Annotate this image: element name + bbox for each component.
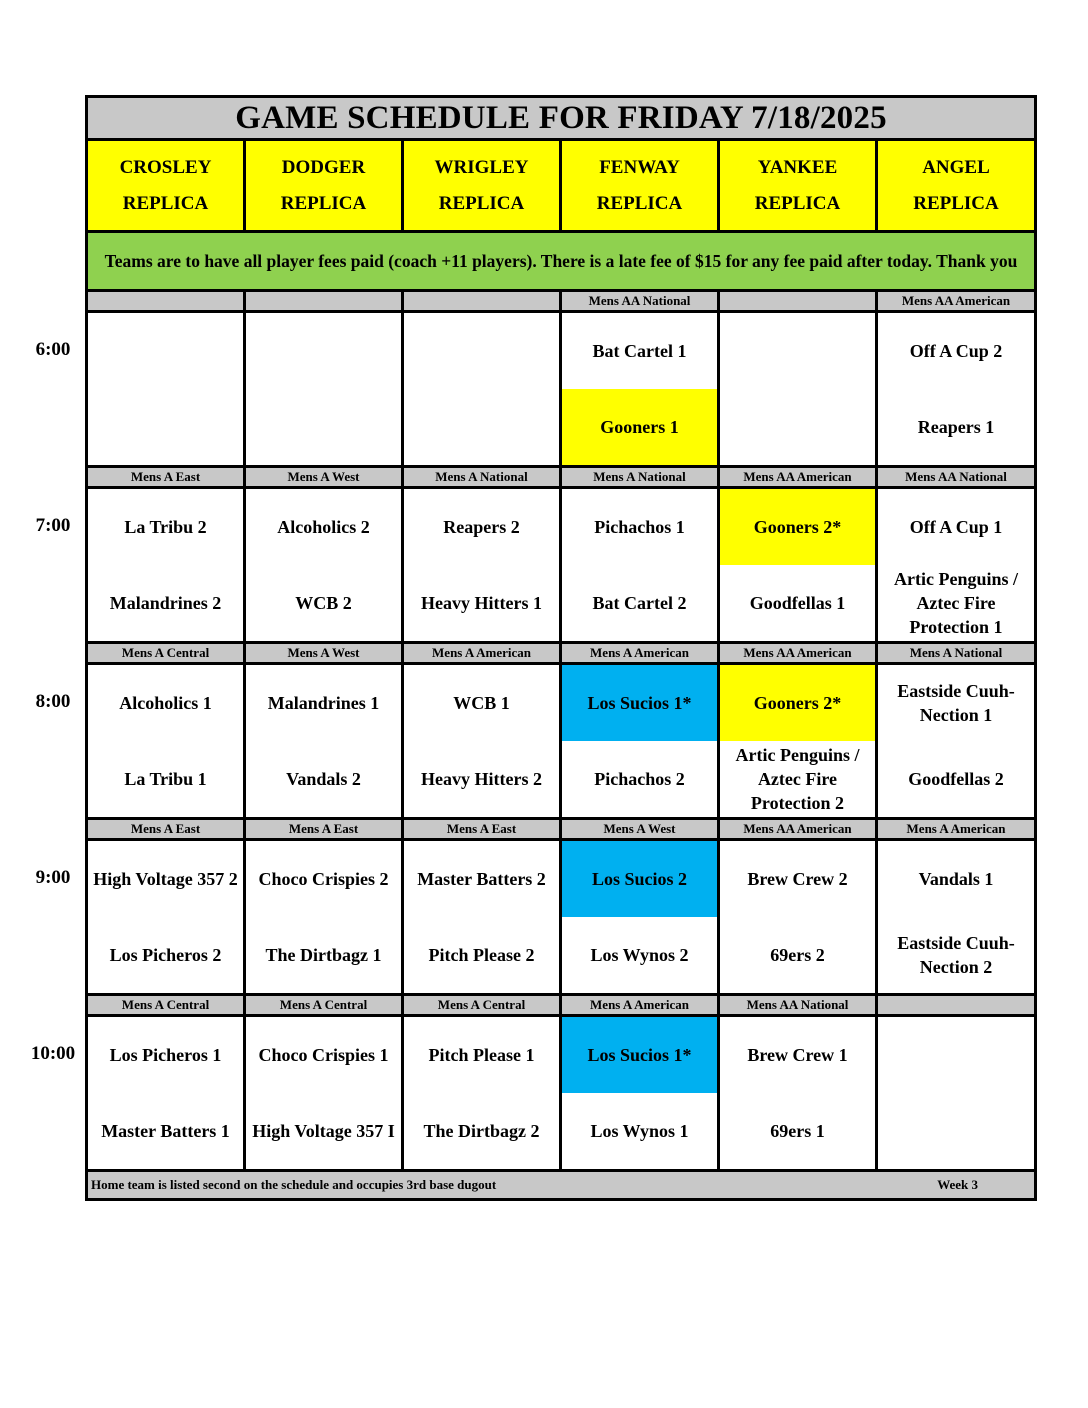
- home-team-cell: Gooners 1: [561, 389, 719, 467]
- division-label: Mens A American: [561, 995, 719, 1016]
- away-team-cell: Off A Cup 2: [877, 312, 1036, 390]
- away-team-cell: Los Picheros 1: [87, 1016, 245, 1094]
- home-team-cell: [403, 389, 561, 467]
- field-subtitle: REPLICA: [438, 192, 525, 214]
- field-name: YANKEE: [757, 156, 838, 178]
- division-label: Mens A West: [245, 643, 403, 664]
- home-team-cell: Goodfellas 2: [877, 741, 1036, 819]
- away-team-cell: Choco Crispies 2: [245, 840, 403, 918]
- home-team-cell: Pitch Please 2: [403, 917, 561, 995]
- home-team-cell: Heavy Hitters 1: [403, 565, 561, 643]
- home-team-cell: La Tribu 1: [87, 741, 245, 819]
- division-label: Mens A East: [245, 819, 403, 840]
- field-header-dodger: [245, 140, 403, 232]
- home-team-row: [87, 1093, 1036, 1171]
- division-label: Mens A East: [87, 467, 245, 488]
- home-team-row: [87, 741, 1036, 819]
- home-team-cell: 69ers 2: [719, 917, 877, 995]
- away-team-cell: Eastside Cuuh-Nection 1: [877, 664, 1036, 742]
- field-name: FENWAY: [599, 156, 680, 178]
- away-team-cell: Alcoholics 1: [87, 664, 245, 742]
- field-header-fenway: [561, 140, 719, 232]
- away-team-cell: Off A Cup 1: [877, 488, 1036, 566]
- away-team-cell: Los Sucios 1*: [561, 664, 719, 742]
- time-label: 9:00: [35, 867, 71, 889]
- home-team-cell: Artic Penguins / Aztec Fire Protection 2: [719, 741, 877, 819]
- home-team-row: [87, 389, 1036, 467]
- away-team-row: [87, 840, 1036, 918]
- away-team-cell: Gooners 2*: [719, 488, 877, 566]
- field-header-crosley: [87, 140, 245, 232]
- home-team-cell: The Dirtbagz 2: [403, 1093, 561, 1171]
- home-team-row: [87, 917, 1036, 995]
- schedule-title: GAME SCHEDULE FOR FRIDAY 7/18/2025: [87, 97, 1036, 140]
- field-subtitle: REPLICA: [913, 192, 999, 214]
- footer-row: [87, 1171, 1036, 1200]
- division-label: Mens A Central: [87, 995, 245, 1016]
- division-label: [403, 291, 561, 312]
- field-name: CROSLEY: [119, 156, 212, 178]
- home-team-cell: WCB 2: [245, 565, 403, 643]
- game-schedule-table: [85, 95, 1037, 1201]
- away-team-cell: Choco Crispies 1: [245, 1016, 403, 1094]
- away-team-cell: Los Sucios 1*: [561, 1016, 719, 1094]
- division-label: Mens A Central: [403, 995, 561, 1016]
- division-label: Mens A Central: [245, 995, 403, 1016]
- division-label: Mens A American: [561, 643, 719, 664]
- away-team-cell: Gooners 2*: [719, 664, 877, 742]
- home-team-cell: Malandrines 2: [87, 565, 245, 643]
- away-team-cell: Brew Crew 1: [719, 1016, 877, 1094]
- division-label: [87, 291, 245, 312]
- away-team-cell: La Tribu 2: [87, 488, 245, 566]
- division-label: Mens AA American: [719, 467, 877, 488]
- field-name: DODGER: [281, 156, 366, 178]
- away-team-cell: Vandals 1: [877, 840, 1036, 918]
- time-column: [22, 0, 84, 1408]
- away-team-row: [87, 1016, 1036, 1094]
- away-team-cell: Brew Crew 2: [719, 840, 877, 918]
- division-label: Mens AA National: [719, 995, 877, 1016]
- field-subtitle: REPLICA: [122, 192, 209, 214]
- division-label: Mens A American: [877, 819, 1036, 840]
- home-team-cell: Eastside Cuuh-Nection 2: [877, 917, 1036, 995]
- time-label: 7:00: [35, 515, 71, 537]
- home-team-cell: [87, 389, 245, 467]
- field-subtitle: REPLICA: [280, 192, 367, 214]
- division-label: Mens A East: [403, 819, 561, 840]
- away-team-cell: Master Batters 2: [403, 840, 561, 918]
- field-name: ANGEL: [922, 156, 990, 178]
- field-header-yankee: [719, 140, 877, 232]
- field-header-row: [87, 140, 1036, 232]
- time-label: 6:00: [35, 339, 71, 361]
- division-label: Mens A National: [877, 643, 1036, 664]
- home-team-cell: 69ers 1: [719, 1093, 877, 1171]
- away-team-row: [87, 664, 1036, 742]
- home-team-cell: [719, 389, 877, 467]
- away-team-cell: [719, 312, 877, 390]
- home-team-cell: [245, 389, 403, 467]
- time-label: 8:00: [35, 691, 71, 713]
- division-label: Mens AA American: [719, 819, 877, 840]
- home-team-cell: Los Wynos 2: [561, 917, 719, 995]
- home-team-cell: Los Wynos 1: [561, 1093, 719, 1171]
- division-label: Mens A East: [87, 819, 245, 840]
- away-team-cell: Alcoholics 2: [245, 488, 403, 566]
- division-row: [87, 467, 1036, 488]
- time-label: 10:00: [30, 1043, 76, 1065]
- division-label: [245, 291, 403, 312]
- home-team-cell: The Dirtbagz 1: [245, 917, 403, 995]
- field-header-angel: [877, 140, 1036, 232]
- home-team-cell: Reapers 1: [877, 389, 1036, 467]
- away-team-cell: [87, 312, 245, 390]
- away-team-row: [87, 488, 1036, 566]
- division-label: [877, 995, 1036, 1016]
- division-label: Mens AA American: [719, 643, 877, 664]
- away-team-row: [87, 312, 1036, 390]
- division-label: Mens AA National: [877, 467, 1036, 488]
- division-label: [719, 291, 877, 312]
- home-team-cell: Master Batters 1: [87, 1093, 245, 1171]
- division-label: Mens A American: [403, 643, 561, 664]
- home-team-cell: Los Picheros 2: [87, 917, 245, 995]
- field-subtitle: REPLICA: [754, 192, 841, 214]
- home-team-cell: Heavy Hitters 2: [403, 741, 561, 819]
- away-team-cell: Pitch Please 1: [403, 1016, 561, 1094]
- division-row: [87, 819, 1036, 840]
- division-label: Mens A National: [561, 467, 719, 488]
- home-team-cell: [877, 1093, 1036, 1171]
- fee-notice: Teams are to have all player fees paid (coach +11 players). There is a late fee of $15 for any fee paid after today. Thank you: [87, 232, 1036, 291]
- away-team-cell: High Voltage 357 2: [87, 840, 245, 918]
- field-subtitle: REPLICA: [596, 192, 683, 214]
- away-team-cell: Pichachos 1: [561, 488, 719, 566]
- away-team-cell: Bat Cartel 1: [561, 312, 719, 390]
- home-team-cell: Bat Cartel 2: [561, 565, 719, 643]
- away-team-cell: [877, 1016, 1036, 1094]
- division-label: Mens AA American: [877, 291, 1036, 312]
- division-label: Mens A West: [561, 819, 719, 840]
- division-row: [87, 291, 1036, 312]
- away-team-cell: Reapers 2: [403, 488, 561, 566]
- division-label: Mens A Central: [87, 643, 245, 664]
- home-team-cell: Artic Penguins / Aztec Fire Protection 1: [877, 565, 1036, 643]
- home-team-cell: Vandals 2: [245, 741, 403, 819]
- division-label: Mens A National: [403, 467, 561, 488]
- field-name: WRIGLEY: [434, 156, 529, 178]
- week-label: Week 3: [937, 1177, 978, 1192]
- field-header-wrigley: [403, 140, 561, 232]
- home-team-row: [87, 565, 1036, 643]
- home-team-cell: Pichachos 2: [561, 741, 719, 819]
- away-team-cell: Los Sucios 2: [561, 840, 719, 918]
- home-team-note: Home team is listed second on the schedule and occupies 3rd base dugout: [91, 1177, 497, 1192]
- division-row: [87, 643, 1036, 664]
- away-team-cell: Malandrines 1: [245, 664, 403, 742]
- away-team-cell: [403, 312, 561, 390]
- home-team-cell: Goodfellas 1: [719, 565, 877, 643]
- division-label: Mens A West: [245, 467, 403, 488]
- home-team-cell: High Voltage 357 I: [245, 1093, 403, 1171]
- away-team-cell: [245, 312, 403, 390]
- away-team-cell: WCB 1: [403, 664, 561, 742]
- footer: [87, 1171, 1036, 1200]
- division-row: [87, 995, 1036, 1016]
- division-label: Mens AA National: [561, 291, 719, 312]
